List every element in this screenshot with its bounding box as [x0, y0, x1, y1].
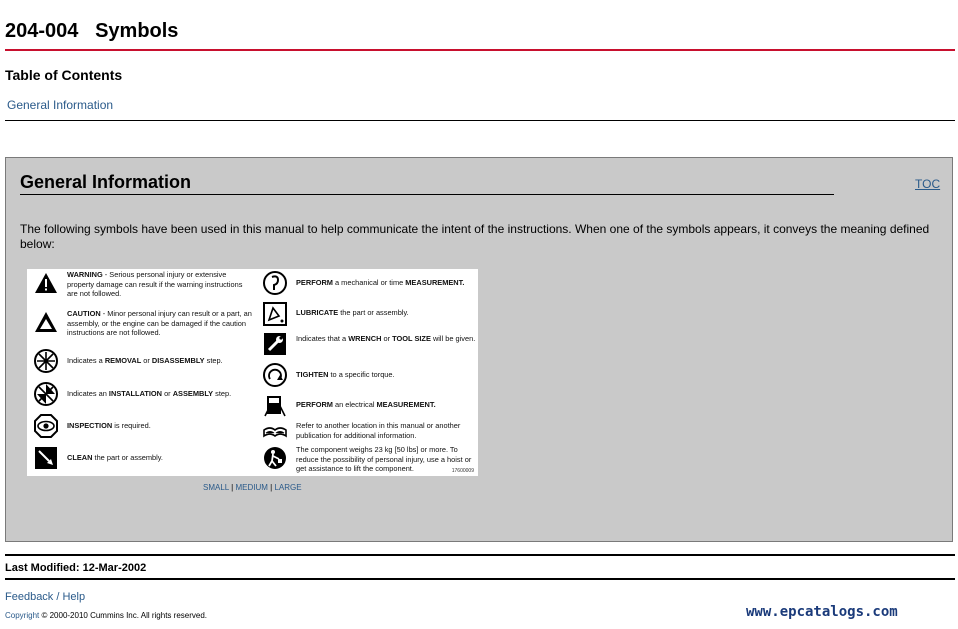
footer-divider-bottom: [5, 578, 955, 580]
toc-link-general-information[interactable]: General Information: [7, 98, 114, 112]
installation-icon: [33, 381, 59, 407]
section-divider: [20, 194, 834, 195]
symbol-inspection: INSPECTION is required.: [33, 413, 253, 439]
warning-icon: [33, 270, 59, 296]
removal-icon: [33, 348, 59, 374]
help-link[interactable]: Help: [62, 591, 86, 603]
image-size-links: SMALL | MEDIUM | LARGE: [203, 483, 302, 492]
page-title: 204-004 Symbols: [5, 20, 179, 42]
section-title: General Information: [20, 172, 192, 192]
symbol-reference: Refer to another location in this manual or another publication for additional information.: [262, 420, 476, 446]
tighten-icon: [262, 362, 288, 388]
electrical-measurement-icon: [262, 392, 288, 418]
symbol-wrench: Indicates that a WRENCH or TOOL SIZE will be given.: [262, 331, 476, 357]
footer-divider-top: [5, 554, 955, 556]
symbols-figure: [27, 269, 478, 476]
symbol-installation: Indicates an INSTALLATION or ASSEMBLY step.: [33, 381, 253, 407]
caution-icon: [33, 309, 59, 335]
size-small-link[interactable]: SMALL: [203, 483, 229, 492]
toc-heading: Table of Contents: [5, 67, 123, 83]
size-large-link[interactable]: LARGE: [274, 483, 302, 492]
figure-number: 17600009: [451, 468, 474, 474]
symbol-tighten: TIGHTEN to a specific torque.: [262, 362, 476, 388]
heavy-lift-icon: [262, 445, 288, 471]
feedback-link[interactable]: Feedback: [5, 591, 54, 603]
last-modified: Last Modified: 12-Mar-2002: [5, 562, 147, 574]
symbol-removal: Indicates a REMOVAL or DISASSEMBLY step.: [33, 348, 253, 374]
wrench-icon: [262, 331, 288, 357]
size-medium-link[interactable]: MEDIUM: [235, 483, 268, 492]
watermark: www.epcatalogs.com: [746, 604, 898, 620]
title-divider: [5, 49, 955, 51]
symbol-electrical-measurement: PERFORM an electrical MEASUREMENT.: [262, 392, 476, 418]
copyright: Copyright © 2000-2010 Cummins Inc. All rights reserved.: [5, 611, 207, 620]
reference-icon: [262, 420, 288, 446]
lubricate-icon: [262, 301, 288, 327]
symbol-caution: CAUTION - Minor personal injury can result or a part, an assembly, or the engine can be damaged if the caution instructions are not followed.: [33, 309, 253, 338]
feedback-help-links: Feedback / Help: [5, 591, 86, 603]
copyright-link[interactable]: Copyright: [5, 611, 40, 620]
measurement-icon: [262, 270, 288, 296]
inspection-icon: [33, 413, 59, 439]
toc-divider: [5, 120, 955, 121]
intro-paragraph: The following symbols have been used in this manual to help communicate the intent of the instructions. When one of the symbols appears, it conveys the meaning defined below:: [20, 222, 930, 251]
symbol-clean: CLEAN the part or assembly.: [33, 445, 253, 471]
symbol-mechanical-measurement: PERFORM a mechanical or time MEASUREMENT.: [262, 270, 476, 296]
symbol-warning: WARNING - Serious personal injury or extensive property damage can result if the warning instructions are not followed.: [33, 270, 253, 299]
symbol-lubricate: LUBRICATE the part or assembly.: [262, 301, 476, 327]
toc-back-link[interactable]: TOC: [915, 177, 941, 191]
symbol-heavy-lift: The component weighs 23 kg [50 lbs] or more. To reduce the possibility of personal injury, use a hoist or get assistance to lift the component.: [262, 445, 476, 474]
clean-icon: [33, 445, 59, 471]
